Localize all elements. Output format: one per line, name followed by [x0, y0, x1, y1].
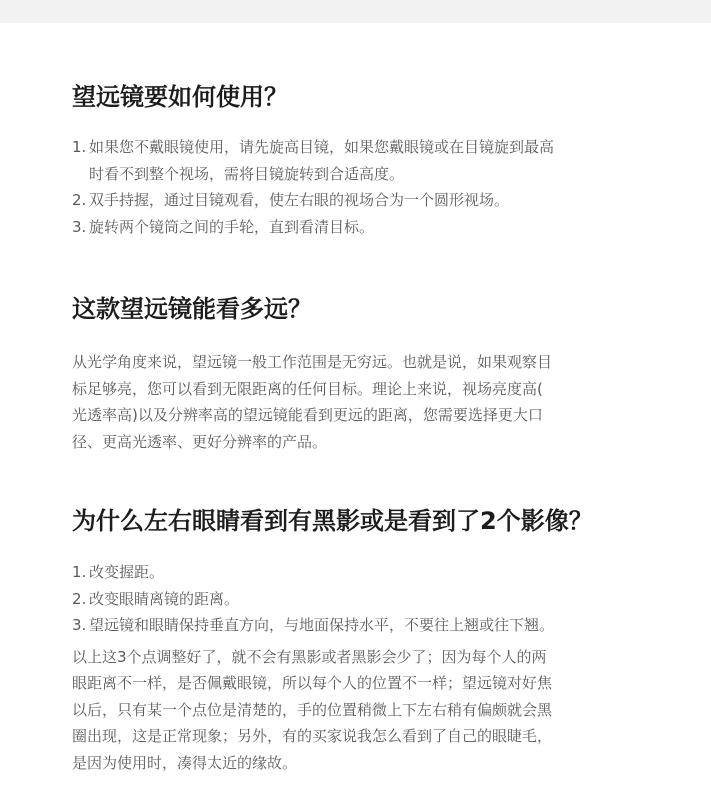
list-item-number: 2.	[72, 589, 87, 608]
list-item-line: 旋转两个镜筒之间的手轮，直到看清目标。	[89, 217, 375, 236]
section-heading: 望远镜要如何使用？	[72, 83, 288, 111]
paragraph-line: 眼距离不一样，是否佩戴眼镜，所以每个人的位置不一样；望远镜对好焦	[72, 674, 553, 692]
paragraph-line: 是因为使用时，凑得太近的缘故。	[72, 753, 298, 772]
list-item	[72, 134, 652, 187]
paragraph-line: 以上这3个点调整好了，就不会有黑影或者黑影会少了；因为每个人的两	[72, 647, 547, 666]
paragraph-line: 以后，只有某一个点位是清楚的，手的位置稍微上下左右稍有偏颇就会黑	[72, 700, 553, 719]
list-item-number: 2.	[72, 191, 87, 209]
section-heading: 这款望远镜能看多远？	[72, 295, 312, 323]
faq-section-range	[72, 294, 652, 455]
list-item-line: 如果您不戴眼镜使用，请先旋高目镜，如果您戴眼镜或在目镜旋到最高	[89, 138, 555, 156]
faq-section-usage	[72, 82, 652, 240]
paragraph-line: 标足够亮，您可以看到无限距离的任何目标。理论上来说，视场亮度高(	[72, 379, 543, 398]
list-item-number: 1.	[72, 563, 87, 581]
fix-steps-list	[72, 559, 652, 639]
list-item	[72, 612, 652, 639]
list-item-number: 3.	[72, 217, 87, 236]
list-item-number: 3.	[72, 616, 87, 634]
paragraph-line: 径、更高光透率、更好分辨率的产品。	[72, 432, 328, 451]
list-item-line: 双手持握，通过目镜观看，使左右眼的视场合为一个圆形视场。	[89, 191, 510, 209]
list-item	[72, 187, 652, 214]
top-band	[0, 0, 711, 23]
section-heading: 为什么左右眼睛看到有黑影或是看到了2个影像？	[72, 507, 593, 535]
list-item	[72, 214, 652, 241]
list-item-line: 望远镜和眼睛保持垂直方向，与地面保持水平，不要往上翘或往下翘。	[89, 616, 555, 634]
answer-paragraph	[72, 644, 652, 777]
list-item	[72, 559, 652, 586]
usage-steps-list	[72, 134, 652, 240]
paragraph-line: 光透率高)以及分辨率高的望远镜能看到更远的距离，您需要选择更大口	[72, 406, 543, 424]
list-item-line: 时看不到整个视场，需将目镜旋转到合适高度。	[89, 164, 405, 183]
list-item	[72, 586, 652, 613]
list-item-line: 改变握距。	[89, 563, 165, 581]
answer-paragraph	[72, 349, 652, 455]
faq-section-shadow	[72, 506, 652, 776]
list-item-number: 1.	[72, 138, 87, 156]
paragraph-line: 圈出现，这是正常现象；另外，有的买家说我怎么看到了自己的眼睫毛，	[72, 727, 553, 745]
paragraph-line: 从光学角度来说，望远镜一般工作范围是无穷远。也就是说，如果观察目	[72, 353, 553, 371]
list-item-line: 改变眼睛离镜的距离。	[89, 589, 240, 608]
